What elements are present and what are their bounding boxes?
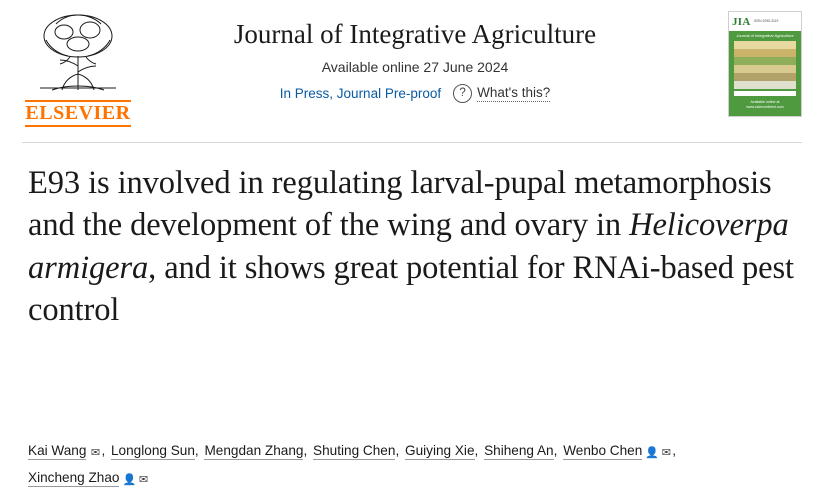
in-press-link[interactable]: In Press, Journal Pre-proof <box>279 86 442 102</box>
article-title-species: Helicoverpa armigera <box>28 207 789 286</box>
elsevier-wordmark: ELSEVIER <box>25 100 130 127</box>
whats-this-label[interactable]: What's this? <box>477 85 551 101</box>
author-name[interactable]: Guiying Xie <box>405 443 475 458</box>
author-separator: , <box>474 443 479 458</box>
envelope-icon[interactable]: ✉ <box>90 447 101 459</box>
author-item <box>111 443 195 460</box>
cover-masthead <box>729 12 801 31</box>
author-name[interactable]: Longlong Sun <box>111 443 195 458</box>
author-item <box>484 443 554 460</box>
author-separator: , <box>303 443 308 458</box>
journal-cover-thumbnail[interactable] <box>728 11 802 117</box>
author-badges <box>89 447 101 459</box>
author-item <box>204 443 303 460</box>
elsevier-tree-icon <box>26 10 130 98</box>
author-item <box>28 443 101 458</box>
cover-strip <box>734 91 796 96</box>
author-item <box>28 470 149 485</box>
cover-artwork <box>734 41 796 89</box>
author-name[interactable]: Shuting Chen <box>313 443 396 458</box>
envelope-icon[interactable]: ✉ <box>138 473 149 486</box>
question-mark-icon[interactable]: ? <box>453 84 472 103</box>
author-name[interactable]: Kai Wang <box>28 443 87 458</box>
cover-abbrev: JIA <box>732 15 751 28</box>
journal-status-line <box>150 84 680 103</box>
author-badges <box>645 447 672 459</box>
author-separator: , <box>101 443 106 458</box>
cover-title: Journal of Integrative Agriculture <box>736 33 794 38</box>
whats-this-control[interactable] <box>453 84 550 103</box>
author-item <box>563 443 672 458</box>
author-badges <box>122 474 149 486</box>
journal-header <box>0 0 824 135</box>
author-name[interactable]: Wenbo Chen <box>563 443 643 458</box>
author-name[interactable]: Shiheng An <box>484 443 554 458</box>
cover-issn: ISSN 2095-3119 <box>753 18 779 23</box>
author-separator: , <box>553 443 558 458</box>
elsevier-logo <box>22 10 134 128</box>
author-item <box>313 443 395 460</box>
envelope-icon[interactable]: ✉ <box>661 447 671 459</box>
cover-footer: Available online at www.sciencedirect.com <box>746 100 784 109</box>
author-separator: , <box>194 443 199 458</box>
journal-title: Journal of Integrative Agriculture <box>233 19 597 49</box>
journal-info <box>150 18 680 103</box>
article-title-part2: , and it shows great potential for RNAi-based pest control <box>28 249 794 328</box>
author-separator: , <box>672 443 677 458</box>
author-name[interactable]: Mengdan Zhang <box>204 443 304 458</box>
article-title-part1: E93 is involved in regulating larval-pupal metamorphosis and the development of the wing and ovary in <box>28 165 772 244</box>
available-online-date: Available online 27 June 2024 <box>321 59 509 76</box>
author-item <box>405 443 475 460</box>
person-icon[interactable]: 👤 <box>645 447 659 459</box>
article-title <box>28 162 796 331</box>
person-icon[interactable]: 👤 <box>122 473 137 486</box>
author-list <box>28 438 800 491</box>
author-name[interactable]: Xincheng Zhao <box>28 469 120 485</box>
header-divider <box>22 142 802 143</box>
author-separator: , <box>395 443 400 458</box>
